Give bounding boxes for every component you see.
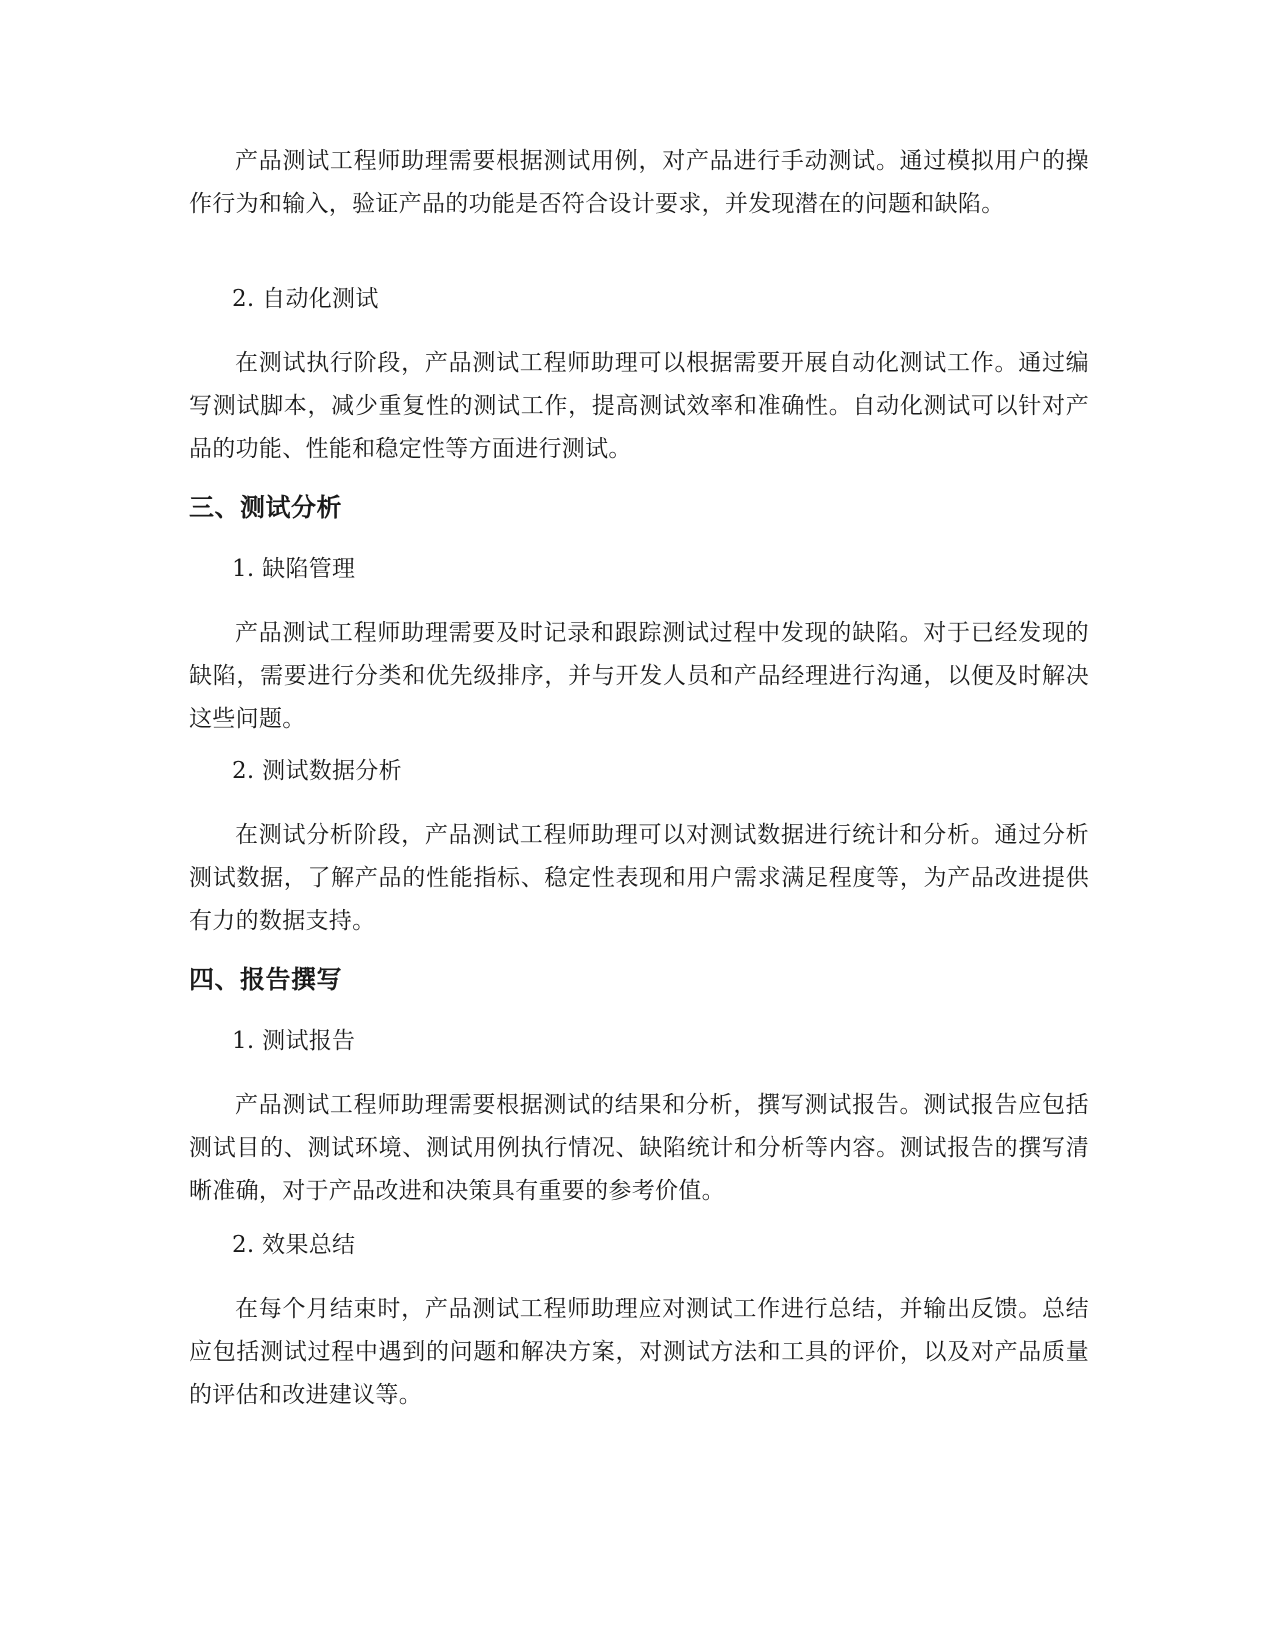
paragraph-automation-testing: 在测试执行阶段，产品测试工程师助理可以根据需要开展自动化测试工作。通过编写测试脚本，减少重复性的测试工作，提高测试效率和准确性。自动化测试可以针对产品的功能、性能和稳定性等方面进行测试。 — [189, 350, 1089, 462]
subheading-test-data-analysis: 2. 测试数据分析 — [232, 758, 402, 784]
subheading-test-report: 1. 测试报告 — [232, 1028, 356, 1054]
paragraph-manual-testing: 产品测试工程师助理需要根据测试用例，对产品进行手动测试。通过模拟用户的操作行为和输入，验证产品的功能是否符合设计要求，并发现潜在的问题和缺陷。 — [189, 148, 1089, 217]
subheading-effect-summary: 2. 效果总结 — [232, 1232, 356, 1258]
subheading-defect-management: 1. 缺陷管理 — [232, 556, 356, 582]
paragraph-defect-management: 产品测试工程师助理需要及时记录和跟踪测试过程中发现的缺陷。对于已经发现的缺陷，需要进行分类和优先级排序，并与开发人员和产品经理进行沟通，以便及时解决这些问题。 — [189, 620, 1089, 732]
paragraph-test-report: 产品测试工程师助理需要根据测试的结果和分析，撰写测试报告。测试报告应包括测试目的、测试环境、测试用例执行情况、缺陷统计和分析等内容。测试报告的撰写清晰准确，对于产品改进和决策具有重要的参考价值。 — [189, 1092, 1089, 1204]
section-heading-test-analysis: 三、测试分析 — [189, 493, 343, 522]
subheading-automation-testing: 2. 自动化测试 — [232, 286, 379, 312]
paragraph-effect-summary: 在每个月结束时，产品测试工程师助理应对测试工作进行总结，并输出反馈。总结应包括测试过程中遇到的问题和解决方案，对测试方法和工具的评价，以及对产品质量的评估和改进建议等。 — [189, 1296, 1089, 1408]
section-heading-report-writing: 四、报告撰写 — [189, 965, 343, 994]
paragraph-test-data-analysis: 在测试分析阶段，产品测试工程师助理可以对测试数据进行统计和分析。通过分析测试数据，了解产品的性能指标、稳定性表现和用户需求满足程度等，为产品改进提供有力的数据支持。 — [189, 822, 1089, 934]
